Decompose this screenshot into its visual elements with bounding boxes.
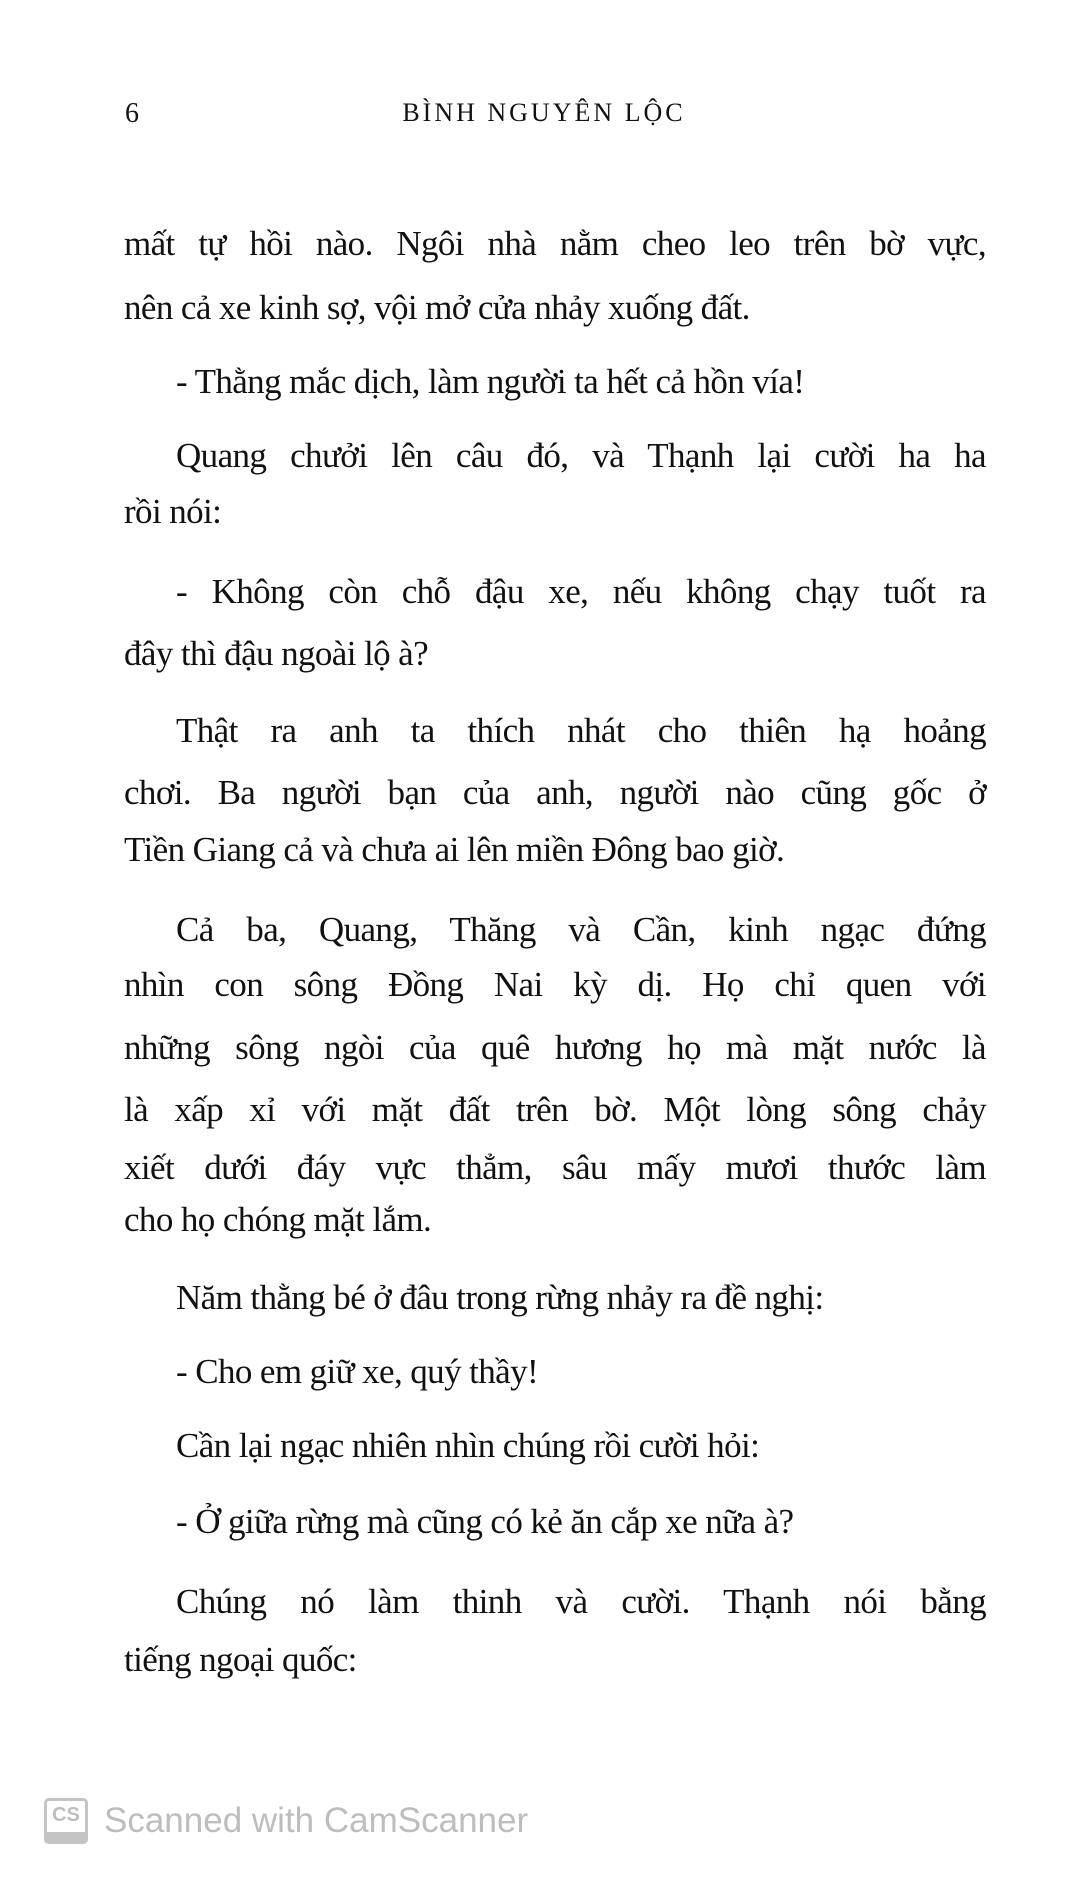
text-line: là xấp xỉ với mặt đất trên bờ. Một lòng sông chảy [124, 1090, 986, 1129]
text-line: xiết dưới đáy vực thẳm, sâu mấy mươi thước làm [124, 1148, 986, 1187]
text-line: - Cho em giữ xe, quý thầy! [176, 1352, 539, 1391]
text-line: rồi nói: [124, 492, 222, 531]
text-line: cho họ chóng mặt lắm. [124, 1200, 432, 1239]
running-title: BÌNH NGUYÊN LỘC [402, 98, 686, 127]
camscanner-logo-icon [44, 1798, 88, 1844]
text-line: đây thì đậu ngoài lộ à? [124, 634, 429, 673]
logo-text: CS [52, 1804, 80, 1826]
page-number: 6 [125, 98, 139, 129]
text-line: nên cả xe kinh sợ, vội mở cửa nhảy xuống đất. [124, 288, 750, 327]
text-line: Thật ra anh ta thích nhát cho thiên hạ hoảng [176, 711, 986, 750]
text-line: nhìn con sông Đồng Nai kỳ dị. Họ chỉ quen với [124, 965, 986, 1004]
text-line: Cả ba, Quang, Thăng và Cần, kinh ngạc đứng [176, 910, 986, 949]
text-line: Tiền Giang cả và chưa ai lên miền Đông bao giờ. [124, 830, 785, 869]
watermark-text: Scanned with CamScanner [104, 1801, 529, 1840]
text-line: Chúng nó làm thinh và cười. Thạnh nói bằng [176, 1582, 986, 1621]
text-line: Quang chưởi lên câu đó, và Thạnh lại cười ha ha [176, 436, 986, 475]
text-line: - Ở giữa rừng mà cũng có kẻ ăn cắp xe nữa à? [176, 1502, 794, 1541]
camscanner-watermark [44, 1798, 528, 1844]
text-line: - Không còn chỗ đậu xe, nếu không chạy tuốt ra [176, 572, 986, 611]
text-line: những sông ngòi của quê hương họ mà mặt nước là [124, 1028, 986, 1067]
text-line: tiếng ngoại quốc: [124, 1640, 357, 1679]
text-line: mất tự hồi nào. Ngôi nhà nằm cheo leo trên bờ vực, [124, 224, 986, 263]
text-line: Năm thằng bé ở đâu trong rừng nhảy ra đề nghị: [176, 1278, 824, 1317]
text-line: - Thằng mắc dịch, làm người ta hết cả hồn vía! [176, 362, 805, 401]
text-line: Cần lại ngạc nhiên nhìn chúng rồi cười hỏi: [176, 1426, 760, 1465]
text-line: chơi. Ba người bạn của anh, người nào cũng gốc ở [124, 773, 986, 812]
